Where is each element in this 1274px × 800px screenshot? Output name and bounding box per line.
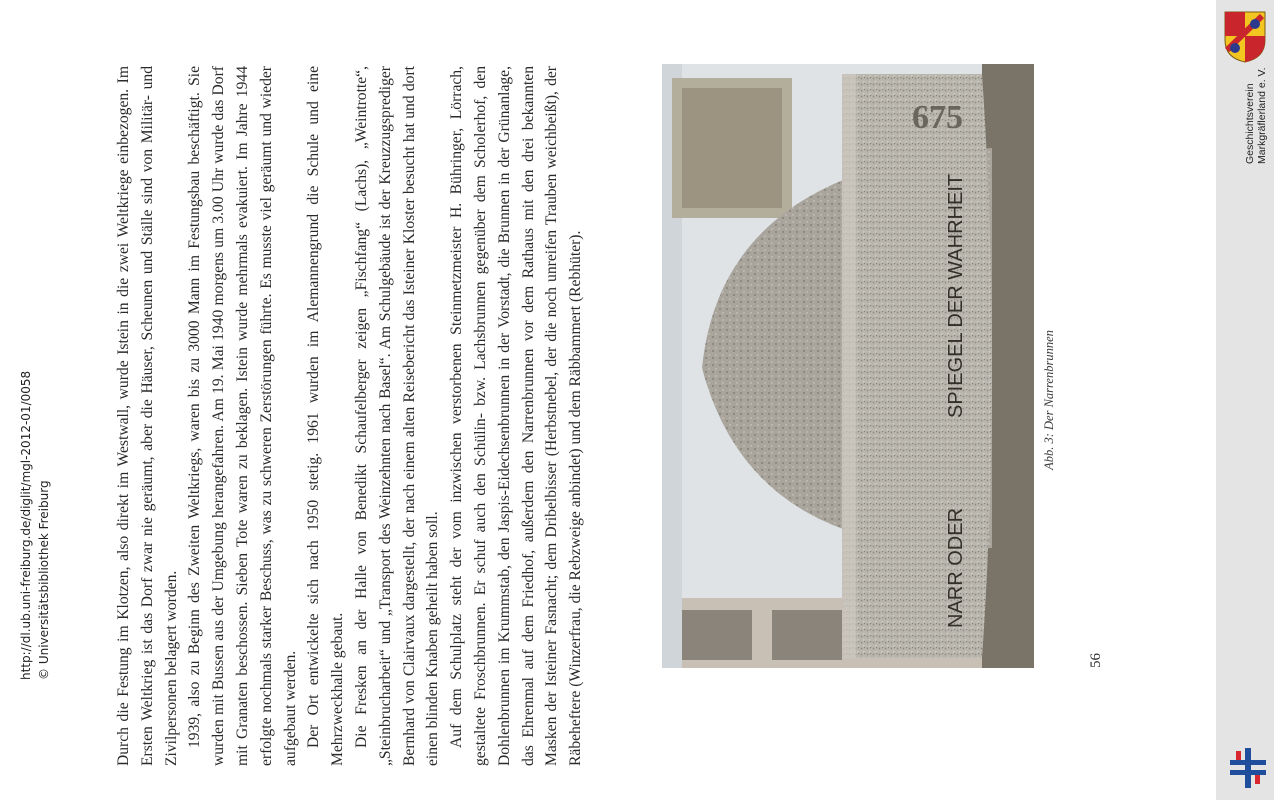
fountain-illustration [662,64,1034,668]
inscription-right: SPIEGEL DER WAHRHEIT [945,173,967,418]
paragraph: Die Fresken an der Halle von Benedikt Schaufelberger zeigen „Fischfang“ (Lachs), „Weintrotte“, „Steinbrucharbeit“ und „Transport des Weinzehnten nach Basel“. Am Schulgebäude ist der Kreuzzugsprediger Bernhard von Clairvaux dargestellt, der nach einem alten Reisebericht das Isteiner Kloster besucht hat und dort einen blinden Knaben geheilt haben soll. [352,66,442,766]
figure-caption: Abb. 3: Der Narrenbrunnen [1042,330,1056,470]
paragraph: 1939, also zu Beginn des Zweiten Weltkriegs, waren bis zu 3000 Mann im Festungsbau beschäftigt. Sie wurden mit Bussen aus der Umgebung herangefahren. Am 19. Mai 1940 morgens um 3.00 Uhr wurde das Dorf mit Granaten beschossen. Sieben Tote waren zu beklagen. Istein wurde mehrmals evakuiert. Im Jahre 1944 erfolgte nochmals starker Beschuss, was zu schweren Zerstörungen führte. Es musste viel geräumt und wieder aufgebaut werden. [186,66,299,766]
university-library-logo-icon[interactable] [1228,746,1268,790]
paragraph: Der Ort entwickelte sich nach 1950 stetig. 1961 wurden im Alemannengrund die Schule und eine Mehrzweckhalle gebaut. [305,66,347,766]
society-name-line2: Markgräflerland e. V. [1256,67,1268,164]
society-credit [1240,0,1274,800]
paragraph: Auf dem Schulplatz steht der vom inzwischen verstorbenen Steinmetzmeister H. Bühringer, Lörrach, gestaltete Froschbrunnen. Er schuf auch den Schülin- bzw. Lachsbrunnen gegenüber dem Scholerhof, den Dohlenbrunnen im Krummstab, den Jaspis-Eidechsenbrunnen in der Vorstadt, die Brunnen in der Grünanlage, das Ehrenmal auf dem Friedhof, außerdem den Narrenbrunnen vor dem Rathaus mit den drei bekannten Masken der Isteiner Fasnacht; dem Dribelbisser (Herbstnebel, der die noch unreifen Trauben weichbeißt), der Räbeheftere (Winzerfrau, die Rebzweige anbindet) und dem Räbbammert (Rebhüter). [448,66,585,766]
document-url[interactable]: http://dl.ub.uni-freiburg.de/diglit/mgl-2012-01/0058 [19,370,33,680]
narrenbrunnen-photo [662,64,1034,668]
page-number: 56 [1088,653,1104,668]
paragraph: Durch die Festung im Klotzen, also direkt im Westwall, wurde Istein in die zwei Weltkriege einbezogen. Im Ersten Weltkrieg ist das Dorf zwar nie geräumt, aber die Häuser, Scheunen und Ställe sind von Militär- und Zivilpersonen belagert worden. [115,66,180,766]
body-text [112,66,588,766]
sidebar-text-column [16,0,51,800]
society-name-line1: Geschichtsverein [1244,83,1256,164]
year-carving: 675 [912,99,963,136]
inscription-left: NARR ODER [945,507,967,628]
copyright-notice: © Universitätsbibliothek Freiburg [37,480,51,680]
coat-of-arms-icon[interactable] [1222,10,1268,64]
